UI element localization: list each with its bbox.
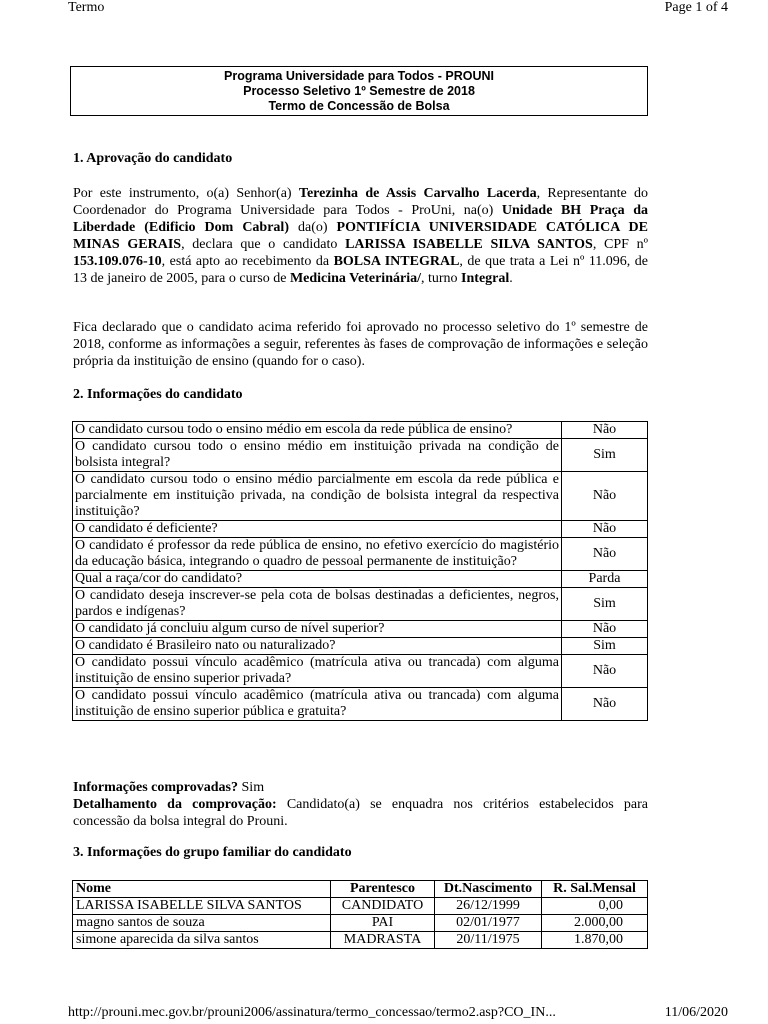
- section1-title: 1. Aprovação do candidato: [73, 151, 233, 166]
- approval-text: , está apto ao recebimento da: [161, 254, 334, 269]
- info-row: [73, 638, 648, 655]
- footer-url: http://prouni.mec.gov.br/prouni2006/assinatura/termo_concessao/termo2.asp?CO_IN...: [68, 1005, 556, 1020]
- info-answer: Sim: [562, 638, 648, 655]
- info-row: [73, 472, 648, 521]
- info-row: [73, 588, 648, 621]
- declaration-paragraph: Fica declarado que o candidato acima referido foi aprovado no processo seletivo do 1º semestre de 2018, conforme as informações a seguir, referentes às fases de comprovação de informações e seleção própria da instituição de ensino (quando for o caso).: [73, 320, 648, 369]
- page-indicator: Page 1 of 4: [664, 0, 728, 15]
- family-birthdate: 20/11/1975: [435, 932, 542, 949]
- family-row: [73, 915, 648, 932]
- info-answer: Não: [562, 688, 648, 721]
- footer-date: 11/06/2020: [664, 1005, 728, 1020]
- family-name: simone aparecida da silva santos: [73, 932, 331, 949]
- verified-value: Sim: [238, 780, 265, 795]
- info-answer: Não: [562, 538, 648, 571]
- verification-detail-value: Candidato(a) se enquadra nos critérios estabelecidos para concessão da bolsa integral do Prouni.: [73, 797, 648, 829]
- institution-name: PONTIFÍCIA UNIVERSIDADE CATÓLICA DE MINAS GERAIS: [73, 220, 648, 252]
- page-header-bar: [0, 0, 768, 20]
- approval-paragraph: [73, 185, 648, 287]
- info-row: [73, 538, 648, 571]
- info-answer: Não: [562, 621, 648, 638]
- info-question: O candidato deseja inscrever-se pela cota de bolsas destinadas a deficientes, negros, pardos e indígenas?: [73, 588, 562, 621]
- unit-name: Unidade BH Praça da Liberdade (Edificio Dom Cabral): [73, 203, 648, 235]
- info-answer: Parda: [562, 571, 648, 588]
- approval-text: , Representante do Coordenador do Programa Universidade para Todos - ProUni, na(o): [73, 186, 649, 218]
- info-answer: Não: [562, 472, 648, 521]
- info-row: [73, 621, 648, 638]
- info-answer: Sim: [562, 439, 648, 472]
- approval-text: , de que trata a Lei nº 11.096, de 13 de janeiro de 2005, para o curso de: [73, 254, 648, 286]
- info-question: O candidato é deficiente?: [73, 521, 562, 538]
- verification-detail-label: Detalhamento da comprovação:: [73, 797, 277, 812]
- info-question: O candidato é professor da rede pública de ensino, no efetivo exercício do magistério da educação básica, integrando o quadro de pessoal permanente de instituição?: [73, 538, 562, 571]
- info-row: [73, 655, 648, 688]
- header-term: Termo de Concessão de Bolsa: [268, 99, 450, 113]
- approval-text: , CPF nº: [592, 237, 648, 252]
- document-header-box: [70, 66, 648, 116]
- verification-block: [73, 779, 648, 830]
- column-header-birthdate: Dt.Nascimento: [435, 881, 542, 898]
- family-relation: CANDIDATO: [331, 898, 435, 915]
- info-question: O candidato cursou todo o ensino médio em instituição privada na condição de bolsista integral?: [73, 439, 562, 472]
- family-relation: MADRASTA: [331, 932, 435, 949]
- family-salary: 1.870,00: [542, 932, 648, 949]
- scholarship-type: BOLSA INTEGRAL: [333, 254, 460, 269]
- family-birthdate: 02/01/1977: [435, 915, 542, 932]
- info-question: O candidato cursou todo o ensino médio em escola da rede pública de ensino?: [73, 422, 562, 439]
- info-answer: Sim: [562, 588, 648, 621]
- representative-name: Terezinha de Assis Carvalho Lacerda: [298, 186, 537, 201]
- info-question: O candidato é Brasileiro nato ou naturalizado?: [73, 638, 562, 655]
- family-table-header: [73, 881, 648, 898]
- info-question: Qual a raça/cor do candidato?: [73, 571, 562, 588]
- verification-detail: [73, 796, 648, 830]
- info-row: [73, 521, 648, 538]
- family-row: [73, 932, 648, 949]
- header-program: Programa Universidade para Todos - PROUNI: [224, 69, 494, 83]
- approval-text: da(o): [289, 220, 337, 235]
- course-shift: Integral: [461, 271, 510, 286]
- family-relation: PAI: [331, 915, 435, 932]
- section3-title: 3. Informações do grupo familiar do candidato: [73, 845, 352, 860]
- info-answer: Não: [562, 655, 648, 688]
- info-row: [73, 688, 648, 721]
- info-answer: Não: [562, 521, 648, 538]
- column-header-name: Nome: [73, 881, 331, 898]
- section2-title: 2. Informações do candidato: [73, 387, 243, 402]
- family-name: LARISSA ISABELLE SILVA SANTOS: [73, 898, 331, 915]
- approval-text: .: [509, 271, 513, 286]
- info-row: [73, 439, 648, 472]
- verified-label: Informações comprovadas?: [73, 780, 239, 795]
- info-row: [73, 571, 648, 588]
- info-answer: Não: [562, 422, 648, 439]
- header-process: Processo Seletivo 1º Semestre de 2018: [243, 84, 475, 98]
- family-salary: 0,00: [542, 898, 648, 915]
- document-title: Termo: [68, 0, 105, 15]
- approval-text: , turno: [420, 271, 462, 286]
- info-question: O candidato cursou todo o ensino médio parcialmente em escola da rede pública e parcialmente em instituição privada, na condição de bolsista integral da respectiva instituição?: [73, 472, 562, 521]
- family-name: magno santos de souza: [73, 915, 331, 932]
- candidate-info-table: [72, 421, 648, 721]
- approval-text: Por este instrumento, o(a) Senhor(a): [73, 186, 299, 201]
- family-table: [72, 880, 648, 949]
- approval-text: , declara que o candidato: [181, 237, 346, 252]
- candidate-name: LARISSA ISABELLE SILVA SANTOS: [345, 237, 593, 252]
- column-header-relation: Parentesco: [331, 881, 435, 898]
- info-question: O candidato possui vínculo acadêmico (matrícula ativa ou trancada) com alguma instituição de ensino superior privada?: [73, 655, 562, 688]
- family-salary: 2.000,00: [542, 915, 648, 932]
- family-birthdate: 26/12/1999: [435, 898, 542, 915]
- family-row: [73, 898, 648, 915]
- column-header-salary: R. Sal.Mensal: [542, 881, 648, 898]
- verified-line: [73, 779, 648, 796]
- info-question: O candidato já concluiu algum curso de nível superior?: [73, 621, 562, 638]
- course-name: Medicina Veterinária/: [289, 271, 421, 286]
- info-question: O candidato possui vínculo acadêmico (matrícula ativa ou trancada) com alguma instituição de ensino superior pública e gratuita?: [73, 688, 562, 721]
- info-row: [73, 422, 648, 439]
- candidate-cpf: 153.109.076-10: [73, 254, 162, 269]
